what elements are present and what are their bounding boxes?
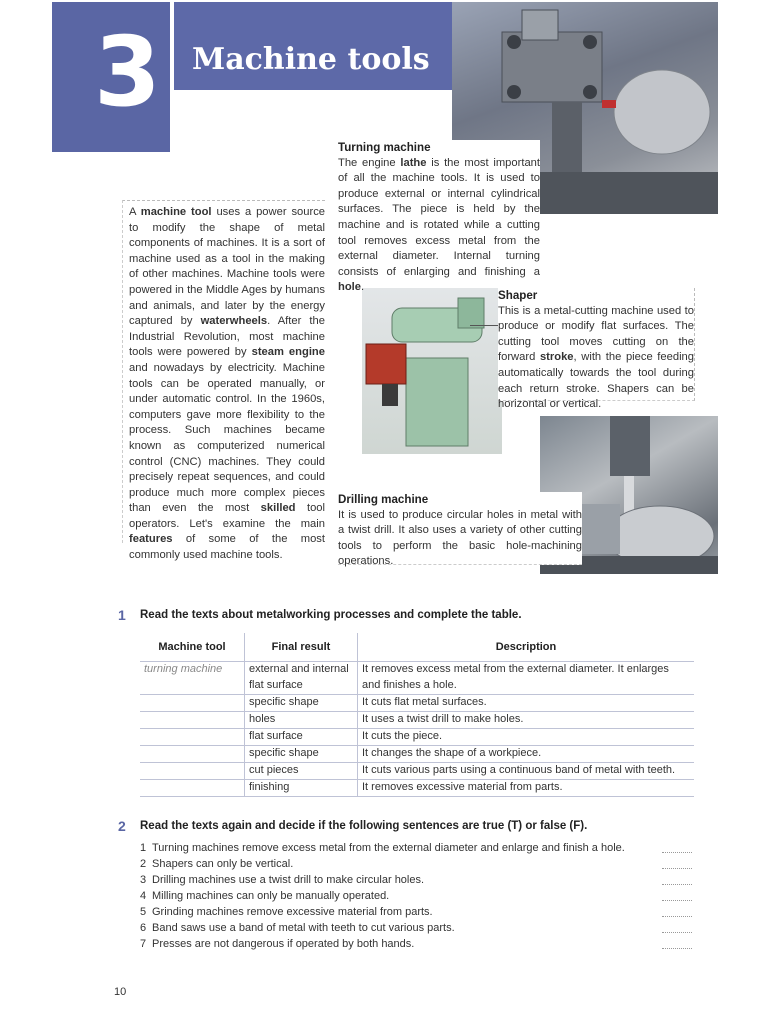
shaper-illustration (362, 288, 502, 454)
results-table (140, 633, 694, 797)
statement-item (140, 872, 700, 888)
statement-item (140, 888, 700, 904)
description-cell: It changes the shape of a workpiece. (358, 746, 695, 763)
final-result-cell: finishing (245, 780, 358, 797)
header-machine-tool: Machine tool (140, 633, 245, 662)
header-description: Description (358, 633, 695, 662)
exercise-2-number: 2 (118, 818, 126, 834)
machine-tool-cell[interactable]: turning machine (140, 662, 245, 695)
shaper-box (498, 288, 695, 411)
description-cell: It removes excessive material from parts. (358, 780, 695, 797)
drilling-machine-box (338, 492, 582, 568)
answer-blank[interactable] (662, 852, 692, 853)
final-result-cell: holes (245, 712, 358, 729)
text-run: lathe (400, 156, 427, 169)
page-title: Machine tools (192, 42, 430, 77)
statement-number: 7 (140, 938, 147, 950)
statement-number: 4 (140, 890, 147, 902)
machine-tool-cell[interactable] (140, 746, 245, 763)
statement-item (140, 920, 700, 936)
machine-tool-cell[interactable] (140, 712, 245, 729)
statements-list (140, 840, 700, 952)
final-result-cell: flat surface (245, 729, 358, 746)
machine-tool-cell[interactable] (140, 780, 245, 797)
statement-text: Drilling machines use a twist drill to make circular holes. (152, 874, 425, 886)
statement-text: Band saws use a band of metal with teeth to cut various parts. (152, 922, 455, 934)
turning-machine-box (338, 140, 540, 294)
description-cell: It cuts various parts using a continuous band of metal with teeth. (358, 763, 695, 780)
statement-text: Shapers can only be vertical. (152, 858, 294, 870)
shaper-text (498, 304, 694, 413)
text-run: hole (338, 281, 361, 294)
answer-blank[interactable] (662, 932, 692, 933)
text-run: The engine (338, 156, 401, 169)
statement-number: 5 (140, 906, 147, 918)
final-result-cell: cut pieces (245, 763, 358, 780)
description-cell: It cuts the piece. (358, 729, 695, 746)
intro-paragraph (129, 205, 325, 564)
final-result-cell: external and internal flat surface (245, 662, 358, 695)
text-run: of some of the most commonly used machine tools. (129, 533, 325, 562)
text-run: and nowadays by electricity. Machine tools can be operated manually, or under automatic control. In the 1960s, computers gave more flexibility to the process. Such machines became known as computerized numerical control (CNC) machines. They could precisely repeat sequences, and could produce much more complex pieces than even the most (129, 361, 325, 515)
statement-item (140, 936, 700, 952)
drilling-machine-heading: Drilling machine (338, 493, 429, 506)
table-row (140, 729, 694, 746)
intro-text-box (122, 200, 326, 562)
text-run: is the most important of all the machine tools. It is used to produce external or internal cylindrical surfaces. The piece is held by the machine and is rotated while a cutting tool removes excess metal from the external diameter. Internal turning consists of enlarging and finishing a (338, 156, 540, 278)
text-run: . (361, 281, 365, 294)
statement-text: Presses are not dangerous if operated by both hands. (152, 938, 415, 950)
shaper-pointer-line (470, 325, 498, 326)
statement-item (140, 840, 700, 856)
statement-item (140, 904, 700, 920)
drilling-machine-text: It is used to produce circular holes in metal with a twist drill. It also uses a variety of other cutting tools to perform the basic hole-machining operations. (338, 508, 582, 568)
turning-machine-heading: Turning machine (338, 141, 431, 154)
exercise-1-number: 1 (118, 607, 126, 623)
table-row (140, 746, 694, 763)
description-cell: It cuts flat metal surfaces. (358, 695, 695, 712)
text-run: tool operators. Let's examine the main (129, 502, 325, 530)
answer-blank[interactable] (662, 868, 692, 869)
page-number: 10 (114, 986, 127, 998)
text-run: waterwheels (200, 315, 268, 328)
statement-number: 3 (140, 874, 147, 886)
table-row (140, 763, 694, 780)
exercise-1-instruction: Read the texts about metalworking processes and complete the table. (140, 609, 522, 621)
text-run: This is a metal-cutting machine used to produce or modify flat surfaces. The cutting tool moves cutting on the forward (498, 304, 694, 364)
statement-number: 2 (140, 858, 147, 870)
machine-tool-cell[interactable] (140, 695, 245, 712)
text-run: features (129, 533, 173, 546)
table-row (140, 662, 694, 695)
statement-text: Milling machines can only be manually operated. (152, 890, 390, 902)
final-result-cell: specific shape (245, 746, 358, 763)
machine-tool-cell[interactable] (140, 763, 245, 780)
text-run: uses a power source to modify the shape of metal components of machines. It is a sort of machine used as a tool in the making of other machines. Machine tools were powered in the Middle Ages by humans and animals, and later by the energy captured by (129, 206, 326, 328)
text-run: A (129, 206, 141, 218)
description-cell: It removes excess metal from the external diameter. It enlarges and finishes a hole. (358, 662, 695, 695)
shaper-heading: Shaper (498, 289, 538, 302)
answer-blank[interactable] (662, 884, 692, 885)
final-result-cell: specific shape (245, 695, 358, 712)
text-run: . After the Industrial Revolution, most machine tools were powered by (129, 315, 325, 359)
exercise-2-instruction: Read the texts again and decide if the following sentences are true (T) or false (F). (140, 820, 588, 832)
statement-text: Grinding machines remove excessive material from parts. (152, 906, 433, 918)
text-run: , with the piece feeding automatically towards the tool during each return stroke. Shapers can be horizontal or vertical. (498, 351, 695, 411)
shaper-photo (362, 288, 502, 454)
text-run: steam engine (251, 346, 325, 359)
statement-number: 6 (140, 922, 147, 934)
text-run: stroke (539, 351, 574, 364)
answer-blank[interactable] (662, 948, 692, 949)
table-row (140, 695, 694, 712)
unit-number-box (52, 2, 174, 152)
unit-number: 3 (94, 16, 161, 128)
text-run: skilled (260, 502, 296, 515)
machine-tool-cell[interactable] (140, 729, 245, 746)
answer-blank[interactable] (662, 916, 692, 917)
table-header-row (140, 633, 694, 662)
header-final-result: Final result (245, 633, 358, 662)
statement-item (140, 856, 700, 872)
turning-machine-text (338, 156, 540, 296)
statement-number: 1 (140, 842, 147, 854)
statement-text: Turning machines remove excess metal from the external diameter and enlarge and finish a hole. (152, 842, 625, 854)
table-body (140, 662, 694, 797)
answer-blank[interactable] (662, 900, 692, 901)
table-row (140, 780, 694, 797)
text-run: machine tool (140, 206, 212, 218)
description-cell: It uses a twist drill to make holes. (358, 712, 695, 729)
table-row (140, 712, 694, 729)
